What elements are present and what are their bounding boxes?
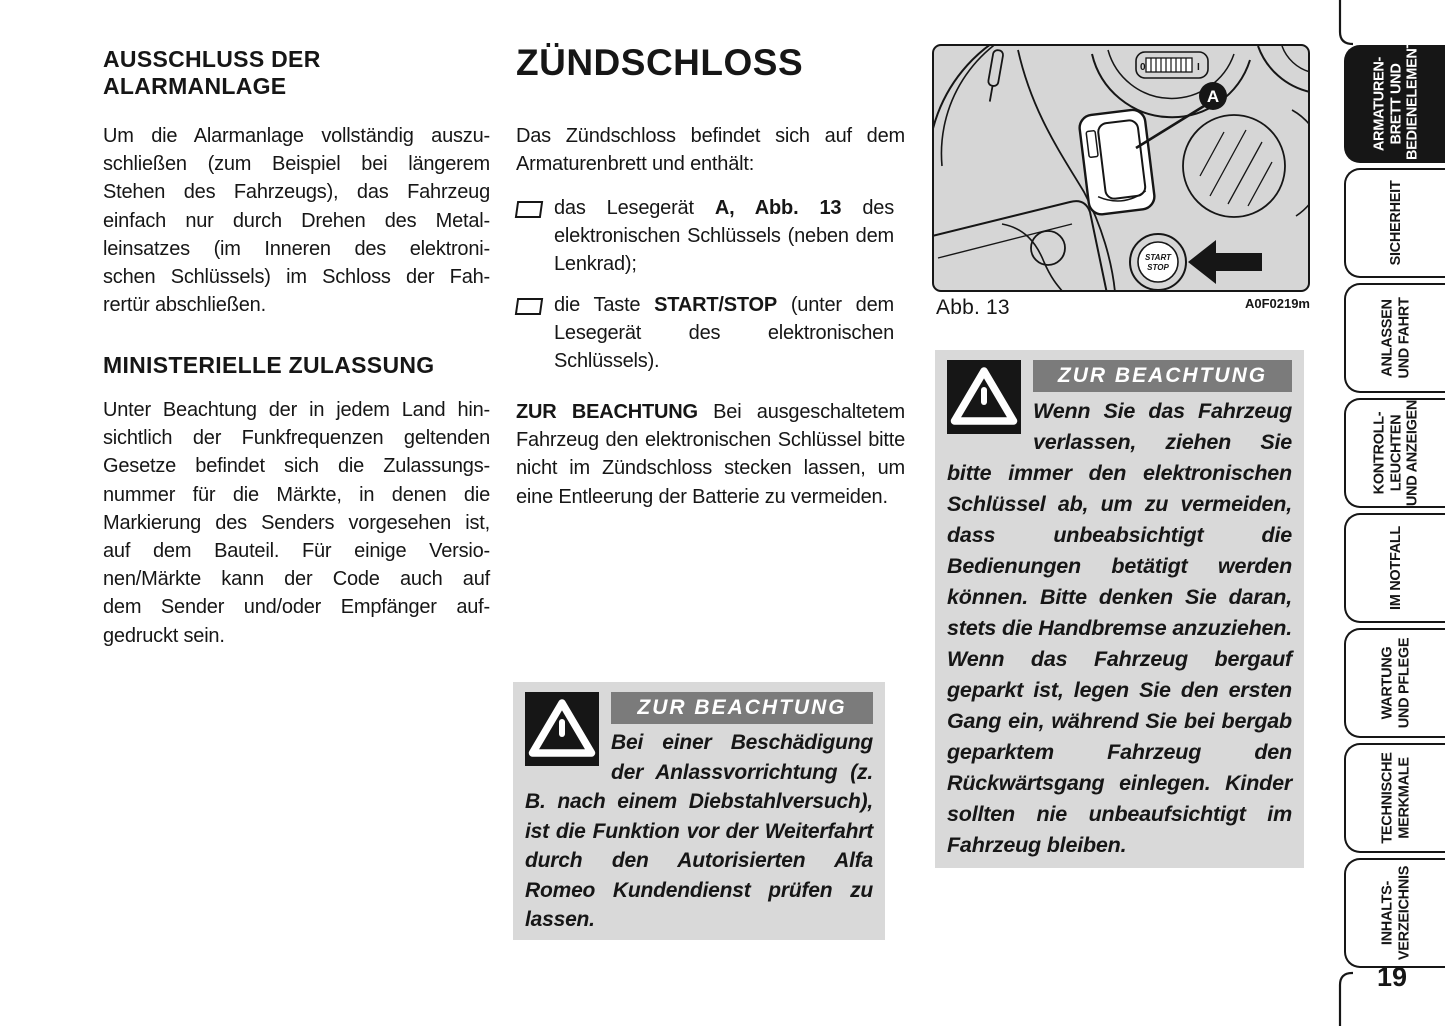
tab-label: TECHNISCHE MERKMALE <box>1379 752 1412 844</box>
figure-13-illustration <box>932 44 1310 292</box>
tab-spine-bottom <box>1337 970 1353 1026</box>
sidebar-tab-anlassen <box>1344 283 1445 393</box>
square-bullet-icon <box>515 201 543 218</box>
warning-header: ZUR BEACHTUNG <box>1033 360 1292 392</box>
sidebar-tab-inhaltsverzeichnis <box>1344 858 1445 968</box>
warning-box-key <box>935 350 1304 868</box>
tab-spine-top <box>1337 0 1353 46</box>
bullet-text: des elektronischen Schlüssels (neben dem Lenkrad); <box>554 197 894 276</box>
tab-label: IM NOTFALL <box>1387 526 1404 610</box>
figure-caption: Abb. 13 <box>936 296 1010 319</box>
tab-label: WARTUNG UND PFLEGE <box>1379 637 1412 729</box>
warning-text: Bei einer Beschädigung der Anlassvorrichtung (z. B. nach einem Diebstahlversuch), ist die Funktion vor der Weiterfahrt durch den Autorisierten Alfa Romeo Kundendienst prüfen zu lassen. <box>525 731 873 931</box>
warning-triangle-icon <box>947 360 1021 434</box>
tab-label: ANLASSEN UND FAHRT <box>1379 297 1412 379</box>
sidebar-tab-notfall <box>1344 513 1445 623</box>
page-number: 19 <box>1376 962 1407 992</box>
page-title: ZÜNDSCHLOSS <box>516 42 804 83</box>
square-bullet-icon <box>515 298 543 315</box>
warning-header: ZUR BEACHTUNG <box>611 692 873 724</box>
bullet-list <box>516 194 894 387</box>
tab-label: SICHERHEIT <box>1387 180 1404 266</box>
figure-code: A0F0219m <box>1244 296 1310 311</box>
key-reader <box>1078 108 1156 215</box>
paragraph-zulassung: Unter Beachtung der in jedem Land hin- sichtlich der Funkfrequenzen geltenden Gesetze befindet sich die Zulassungs- nummer für die Märkte, in denen die Markierung des Senders vorgesehen ist, auf dem Bauteil. Für einige Versio- nen/Märkte kann der Code auch auf dem Sender und/oder Empfänger auf- gedruckt sein. <box>103 399 490 647</box>
bullet-text: (unter dem Lesegerät des elektronischen Schlüssels). <box>554 293 894 373</box>
odometer-zero-label: 0 <box>1140 62 1146 73</box>
start-stop-button <box>1130 234 1186 290</box>
bullet-text: die Taste <box>554 293 655 316</box>
note-text: Bei ausgeschaltetem Fahrzeug den elektronischen Schlüssel bitte nicht im Zündschloss stecken lassen, um eine Entleerung der Batterie zu vermeiden. <box>516 401 905 508</box>
warning-triangle-icon <box>525 692 599 766</box>
callout-a-label: A <box>1206 87 1220 106</box>
note-paragraph <box>516 398 905 511</box>
tab-label: ARMATUREN- BRETT UND BEDIENELEMENTE <box>1370 30 1420 160</box>
start-label: START <box>1145 253 1171 262</box>
sidebar-tab-kontrollleuchten <box>1344 398 1445 508</box>
list-item <box>516 194 894 279</box>
section-heading-alarm: AUSSCHLUSS DER ALARMANLAGE <box>103 46 321 99</box>
sidebar-tab-technische <box>1344 743 1445 853</box>
tab-label: INHALTS- VERZEICHNIS <box>1379 865 1412 961</box>
tab-label: KONTROLL- LEUCHTEN UND ANZEIGEN <box>1370 399 1420 507</box>
bullet-bold-ref: A, Abb. 13 <box>714 197 842 219</box>
sidebar-tab-wartung <box>1344 628 1445 738</box>
paragraph-zuendschloss-intro: Das Zündschloss befindet sich auf dem Armaturenbrett und enthält: <box>516 125 905 176</box>
note-lead: ZUR BEACHTUNG <box>516 401 698 423</box>
list-item <box>516 291 894 376</box>
section-heading-zulassung: MINISTERIELLE ZULASSUNG <box>103 352 435 378</box>
bullet-bold-ref: START/STOP <box>654 293 777 316</box>
paragraph-alarm: Um die Alarmanlage vollständig auszu- schließen (zum Beispiel bei längerem Stehen des Fahrzeugs), das Fahrzeug einfach nur durch Drehen des Metal- leinsatzes (im Inneren des elektroni- schen Schlüssels) im Schloss der Fah- rertür abschließen. <box>103 125 490 317</box>
stop-label: STOP <box>1147 263 1169 272</box>
odometer-i-label: I <box>1197 62 1200 73</box>
sidebar-tab-sicherheit <box>1344 168 1445 278</box>
warning-text: Wenn Sie das Fahrzeug verlassen, ziehen Sie bitte immer den elektronischen Schlüssel ab, um zu vermeiden, dass unbeabsichtigt die Bedienungen betätigt werden können. Bitte denken Sie daran, stets die Handbremse anzuziehen. Wenn das Fahrzeug bergauf geparkt ist, legen Sie den ersten Gang ein, während Sie bei bergab geparktem Fahrzeug den Rückwärtsgang einlegen. Kinder sollten nie unbeaufsichtigt im Fahrzeug bleiben. <box>947 399 1292 857</box>
warning-box-starter <box>513 682 885 940</box>
bullet-text: das Lesegerät <box>554 197 715 219</box>
sidebar-tab-armaturenbrett <box>1344 30 1445 163</box>
